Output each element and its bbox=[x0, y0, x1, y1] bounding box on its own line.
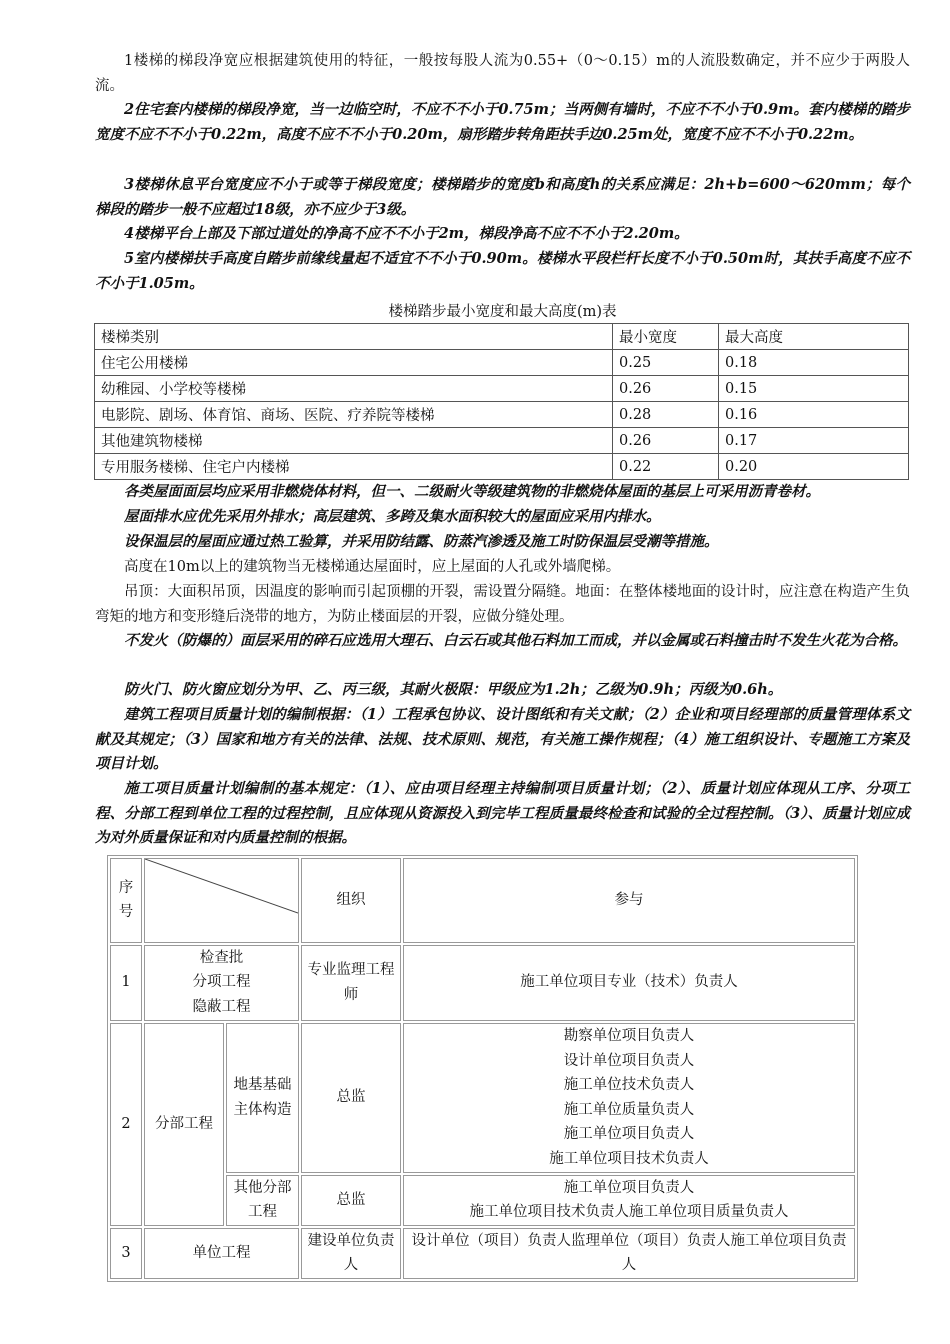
stair-table bbox=[94, 323, 909, 480]
table-cell: 0.16 bbox=[719, 402, 909, 428]
table-cell: 幼稚园、小学校等楼梯 bbox=[95, 376, 613, 402]
table-cell: 0.25 bbox=[613, 350, 719, 376]
participant: 施工单位质量负责人 bbox=[563, 1101, 695, 1118]
table-row bbox=[95, 402, 909, 428]
participant: 设计单位项目负责人 bbox=[563, 1052, 695, 1069]
participant: 施工单位技术负责人 bbox=[563, 1077, 695, 1093]
row-participate: 设计单位（项目）负责人监理单位（项目）负责人施工单位项目负责人 bbox=[403, 1228, 855, 1279]
table-cell: 0.26 bbox=[613, 428, 719, 454]
note-1: 各类屋面面层均应采用非燃烧体材料，但一、二级耐火等级建筑物的非燃烧体屋面的基层上可采用沥青卷材。 bbox=[124, 483, 820, 500]
header-cell: 楼梯类别 bbox=[95, 324, 613, 350]
participant: 施工单位项目负责人 bbox=[563, 1179, 695, 1196]
header-cell: 最小宽度 bbox=[613, 324, 719, 350]
note-2: 屋面排水应优先采用外排水；高层建筑、多跨及集水面积较大的屋面应采用内排水。 bbox=[124, 508, 661, 525]
sub-name: 其他分部工程 bbox=[226, 1175, 299, 1226]
item-label: 检查批 bbox=[199, 949, 244, 966]
header-participate: 参与 bbox=[403, 858, 855, 943]
stair-table-caption: 楼梯踏步最小宽度和最大高度(m)表 bbox=[388, 304, 617, 320]
row-name: 单位工程 bbox=[144, 1228, 299, 1279]
table-cell: 0.15 bbox=[719, 376, 909, 402]
row-no: 2 bbox=[110, 1023, 142, 1226]
participant: 施工单位项目技术负责人施工单位项目质量负责人 bbox=[469, 1204, 789, 1220]
header-cell: 最大高度 bbox=[719, 324, 909, 350]
note-6: 不发火（防爆的）面层采用的碎石应选用大理石、白云石或其他石料加工而成，并以金属或石料撞击时不发生火花为合格。 bbox=[124, 632, 907, 649]
table-cell: 电影院、剧场、体育馆、商场、医院、疗养院等楼梯 bbox=[95, 402, 613, 428]
note-5: 吊顶：大面积吊顶，因温度的影响而引起顶棚的开裂，需设置分隔缝。地面：在整体楼地面的设计时，应注意在构造产生负弯矩的地方和变形缝后浇带的地方，为防止楼面层的开裂，应做分缝处理。 bbox=[95, 584, 910, 625]
table-cell: 0.26 bbox=[613, 376, 719, 402]
sub-name: 地基基础主体构造 bbox=[226, 1023, 299, 1173]
table-cell: 住宅公用楼梯 bbox=[95, 350, 613, 376]
table-cell: 0.28 bbox=[613, 402, 719, 428]
paragraph-2: 2住宅套内楼梯的梯段净宽，当一边临空时，不应不不小于0.75m；当两侧有墙时，不应不不小于0.9m。套内楼梯的踏步宽度不应不不小于0.22m，高度不应不不小于0.20m，扇形踏步转角距扶手边0.25m处，宽度不应不不小于0.22m。 bbox=[95, 101, 910, 143]
row-no: 3 bbox=[110, 1228, 142, 1279]
item-label: 分项工程 bbox=[192, 974, 251, 991]
row-participate: 施工单位项目专业（技术）负责人 bbox=[403, 945, 855, 1021]
note-9: 施工项目质量计划编制的基本规定：（1）、应由项目经理主持编制项目质量计划；（2）、质量计划应体现从工序、分项工程、分部工程到单位工程的过程控制，且应体现从资源投入到完毕工程质量最终检查和试验的全过程控制。（3）、质量计划应成为对外质量保证和对内质量控制的根据。 bbox=[95, 780, 910, 846]
table-cell: 0.18 bbox=[719, 350, 909, 376]
acceptance-row-1 bbox=[110, 945, 855, 1021]
row-name: 分部工程 bbox=[144, 1023, 224, 1226]
acceptance-table bbox=[107, 855, 858, 1282]
row-no: 1 bbox=[110, 945, 142, 1021]
row-organize: 专业监理工程师 bbox=[301, 945, 401, 1021]
row-participate bbox=[403, 1023, 855, 1173]
table-cell: 0.17 bbox=[719, 428, 909, 454]
row-organize: 总监 bbox=[301, 1175, 401, 1226]
participant: 施工单位项目技术负责人 bbox=[549, 1150, 709, 1167]
row-participate bbox=[403, 1175, 855, 1226]
table-cell: 0.20 bbox=[719, 454, 909, 480]
row-organize: 总监 bbox=[301, 1023, 401, 1173]
table-row bbox=[95, 350, 909, 376]
table-header-row bbox=[95, 324, 909, 350]
row-organize: 建设单位负责人 bbox=[301, 1228, 401, 1279]
paragraph-1: 1楼梯的梯段净宽应根据建筑使用的特征，一般按每股人流为0.55+（0～0.15）m的人流股数确定，并不应少于两股人流。 bbox=[95, 53, 910, 94]
paragraph-4: 4楼梯平台上部及下部过道处的净高不应不不小于2m，梯段净高不应不不小于2.20m。 bbox=[124, 225, 689, 242]
table-row bbox=[95, 428, 909, 454]
acceptance-row-3 bbox=[110, 1228, 855, 1279]
table-row bbox=[95, 376, 909, 402]
note-8: 建筑工程项目质量计划的编制根据：（1）工程承包协议、设计图纸和有关文献；（2）企业和项目经理部的质量管理体系文献及其规定；（3）国家和地方有关的法律、法规、技术原则、规范，有关施工操作规程；（4）施工组织设计、专题施工方案及项目计划。 bbox=[95, 706, 910, 772]
diagonal-header-cell bbox=[144, 858, 299, 943]
note-7: 防火门、防火窗应划分为甲、乙、丙三级，其耐火极限：甲级应为1.2h；乙级为0.9h；丙级为0.6h。 bbox=[124, 681, 783, 698]
row-name bbox=[144, 945, 299, 1021]
header-organize: 组织 bbox=[301, 858, 401, 943]
note-4: 高度在10m以上的建筑物当无楼梯通达屋面时，应上屋面的人孔或外墙爬梯。 bbox=[124, 559, 621, 575]
item-label: 隐蔽工程 bbox=[192, 998, 251, 1015]
participant: 施工单位项目负责人 bbox=[563, 1126, 695, 1142]
table-row bbox=[95, 454, 909, 480]
acceptance-header-row bbox=[110, 858, 855, 943]
table-cell: 其他建筑物楼梯 bbox=[95, 428, 613, 454]
note-3: 设保温层的屋面应通过热工验算，并采用防结露、防蒸汽渗透及施工时防保温层受潮等措施。 bbox=[124, 533, 719, 550]
paragraph-3: 3楼梯休息平台宽度应不小于或等于梯段宽度；楼梯踏步的宽度b和高度h的关系应满足：2h+b=600～620mm；每个梯段的踏步一般不应超过18级，亦不应少于3级。 bbox=[95, 176, 910, 218]
table-cell: 0.22 bbox=[613, 454, 719, 480]
acceptance-row-2a bbox=[110, 1023, 855, 1173]
diagonal-line bbox=[145, 859, 298, 933]
table-cell: 专用服务楼梯、住宅户内楼梯 bbox=[95, 454, 613, 480]
participant: 勘察单位项目负责人 bbox=[563, 1028, 695, 1044]
paragraph-5: 5室内楼梯扶手高度自踏步前缘线量起不适宜不不小于0.90m。楼梯水平段栏杆长度不小于0.50m时，其扶手高度不应不不小于1.05m。 bbox=[95, 250, 910, 292]
header-no: 序号 bbox=[110, 858, 142, 943]
